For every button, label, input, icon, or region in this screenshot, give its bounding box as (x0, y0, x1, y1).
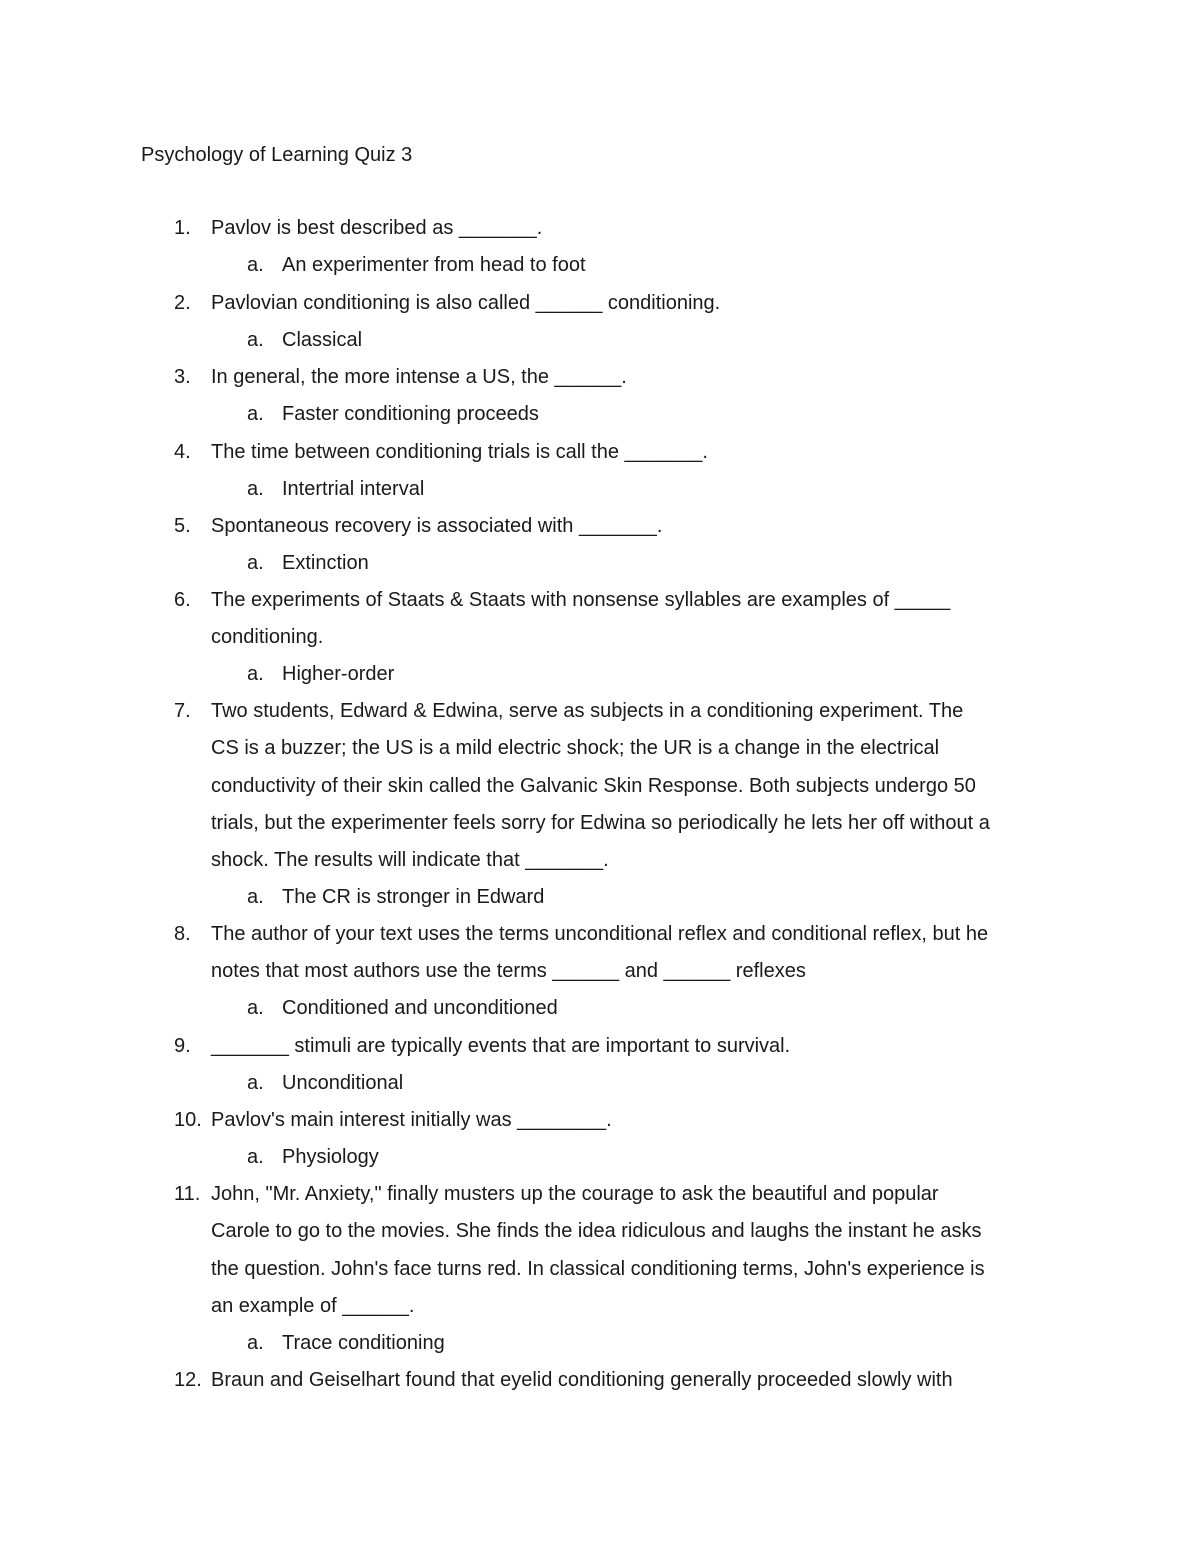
answer-text: Conditioned and unconditioned (282, 997, 558, 1019)
question-text: _______ stimuli are typically events that are important to survival. (211, 1035, 791, 1057)
answer-label: a. (247, 1146, 264, 1168)
answer-label: a. (247, 1072, 264, 1094)
question-text: Braun and Geiselhart found that eyelid conditioning generally proceeded slowly with (211, 1369, 953, 1391)
answer-label: a. (247, 478, 264, 500)
answer-text: Unconditional (282, 1072, 404, 1094)
question-text: Two students, Edward & Edwina, serve as subjects in a conditioning experiment. The CS is a buzzer; the US is a mild electric shock; the UR is a change in the electrical conductivity of their skin called the Galvanic Skin Response. Both subjects undergo 50 trials, but the experimenter feels sorry for Edwina so periodically he lets her off without a shock. The results will indicate that _______. (211, 700, 990, 871)
question-text: Pavlov is best described as _______. (211, 217, 543, 239)
question-text: Spontaneous recovery is associated with _______. (211, 515, 663, 537)
answer-text: Intertrial interval (282, 478, 425, 500)
answer-text: Classical (282, 329, 363, 351)
answer-label: a. (247, 663, 264, 685)
answer-text: The CR is stronger in Edward (282, 886, 545, 908)
document-title: Psychology of Learning Quiz 3 (141, 144, 413, 166)
answer-text: An experimenter from head to foot (282, 254, 586, 276)
answer-text: Higher-order (282, 663, 395, 685)
question-text: John, "Mr. Anxiety," finally musters up the courage to ask the beautiful and popular Carole to go to the movies. She finds the idea ridiculous and laughs the instant he asks the question. John's face turns red. In classical conditioning terms, John's experience is an example of ______. (211, 1183, 985, 1317)
question-number: 4. (174, 441, 191, 463)
answer-label: a. (247, 997, 264, 1019)
answer-label: a. (247, 552, 264, 574)
question-number: 6. (174, 589, 191, 611)
question-number: 3. (174, 366, 191, 388)
question-number: 11. (174, 1183, 201, 1205)
question-number: 8. (174, 923, 191, 945)
question-text: The author of your text uses the terms unconditional reflex and conditional reflex, but he notes that most authors use the terms ______ and ______ reflexes (211, 923, 989, 983)
answer-label: a. (247, 329, 264, 351)
question-text: The experiments of Staats & Staats with nonsense syllables are examples of _____ conditioning. (211, 589, 951, 649)
question-number: 1. (174, 217, 191, 239)
question-number: 12. (174, 1369, 202, 1391)
question-text: Pavlovian conditioning is also called ______ conditioning. (211, 292, 721, 314)
answer-label: a. (247, 403, 264, 425)
question-number: 9. (174, 1035, 191, 1057)
question-text: Pavlov's main interest initially was ________. (211, 1109, 612, 1131)
question-number: 2. (174, 292, 191, 314)
answer-text: Trace conditioning (282, 1332, 445, 1354)
question-number: 10. (174, 1109, 202, 1131)
answer-text: Faster conditioning proceeds (282, 403, 539, 425)
answer-text: Physiology (282, 1146, 379, 1168)
question-number: 7. (174, 700, 191, 722)
answer-label: a. (247, 254, 264, 276)
question-number: 5. (174, 515, 191, 537)
question-text: In general, the more intense a US, the ______. (211, 366, 627, 388)
answer-text: Extinction (282, 552, 369, 574)
answer-label: a. (247, 886, 264, 908)
question-text: The time between conditioning trials is call the _______. (211, 441, 708, 463)
answer-label: a. (247, 1332, 264, 1354)
